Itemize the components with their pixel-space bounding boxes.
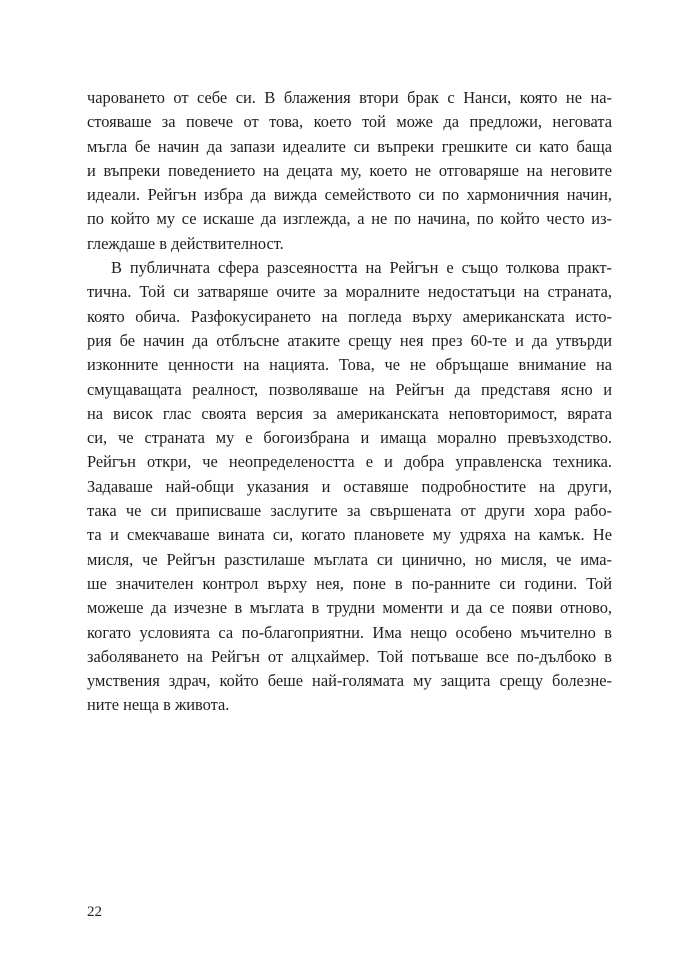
body-text	[87, 86, 612, 718]
text-line: Задаваше най-общи указания и оставяше подробностите на други,	[87, 476, 612, 496]
text-line: и въпреки поведението на децата му, което не отговаряше на неговите	[87, 160, 612, 180]
text-line: смущаващата реалност, позволяваше на Рейгън да представя ясно и	[87, 379, 612, 399]
text-line: В публичната сфера разсеяността на Рейгън е също толкова практ-	[111, 258, 612, 278]
text-line: умствения здрач, който беше най-голямата му защита срещу болезне-	[87, 671, 612, 691]
text-line: та и смекчаваше вината си, когато плановете му удряха на камък. Не	[87, 525, 612, 545]
text-line: изконните ценности на нацията. Това, че не обръщаше внимание на	[87, 355, 612, 375]
text-line: заболяването на Рейгън от алцхаймер. Той потъваше все по-дълбоко в	[87, 646, 612, 666]
text-line: по който му се искаше да изглежда, а не по начина, по който често из-	[87, 209, 612, 229]
text-line: тична. Той си затваряше очите за моралните недостатъци на страната,	[87, 282, 612, 302]
text-line: рия бе начин да отблъсне атаките срещу нея през 60-те и да утвърди	[87, 330, 612, 350]
text-line: си, че страната му е богоизбрана и имаща морално превъзходство.	[87, 428, 612, 448]
text-line: глеждаше в действителност.	[87, 233, 284, 253]
text-line: мъгла бе начин да запази идеалите си въпреки грешките си като баща	[87, 136, 612, 156]
text-line: можеше да изчезне в мъглата в трудни моменти и да се появи отново,	[87, 598, 612, 618]
text-line: ше значителен контрол върху нея, поне в по-ранните си години. Той	[87, 573, 612, 593]
text-line: когато условията са по-благоприятни. Има нещо особено мъчително в	[87, 622, 612, 642]
page-number: 22	[87, 904, 102, 920]
text-line: мисля, че Рейгън разстилаше мъглата си цинично, но мисля, че има-	[87, 549, 612, 569]
text-line: идеали. Рейгън избра да вижда семейството си по хармоничния начин,	[87, 185, 612, 205]
paragraph-1	[87, 86, 612, 256]
text-line: ните неща в живота.	[87, 695, 230, 715]
text-line: чароването от себе си. В блажения втори брак с Нанси, която не на-	[87, 88, 612, 107]
text-line: така че си приписваше заслугите за свършената от други хора рабо-	[87, 501, 612, 521]
text-line: която обича. Разфокусирането на погледа върху американската исто-	[87, 306, 612, 326]
text-line: на висок глас своята версия за американската неповторимост, вярата	[87, 403, 612, 423]
paragraph-2	[87, 256, 612, 718]
text-line: Рейгън откри, че неопределеността е и добра управленска техника.	[87, 452, 612, 472]
text-line: стояваше за повече от това, което той може да предложи, неговата	[87, 112, 612, 132]
